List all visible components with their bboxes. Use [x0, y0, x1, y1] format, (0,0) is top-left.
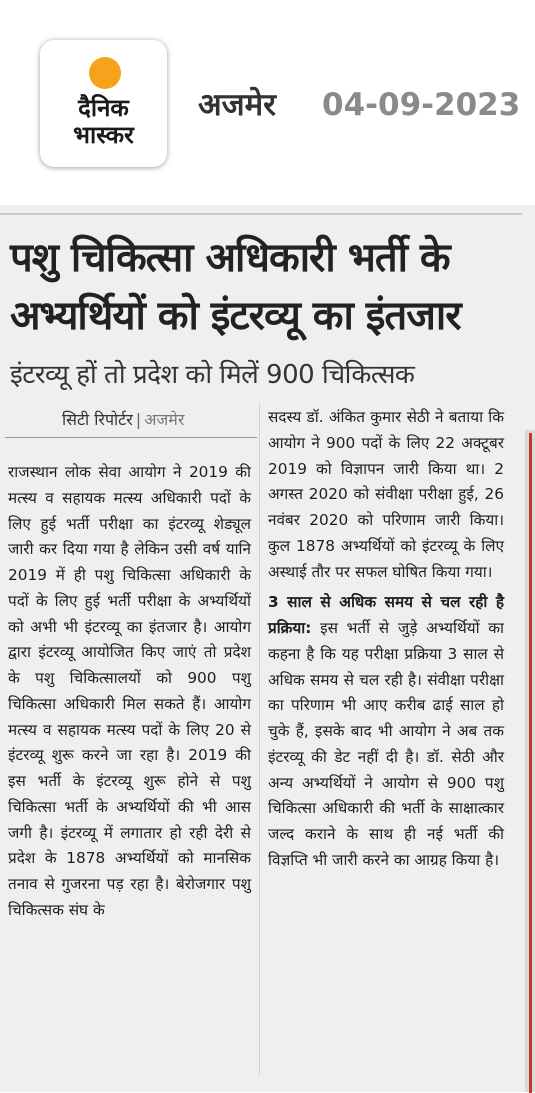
- byline: [62, 408, 184, 432]
- article-subhead-2: 3 साल से अधिक समय से चल रही है प्रक्रिया:: [268, 593, 504, 637]
- sun-icon: [89, 57, 121, 89]
- logo-text-line1: दैनिक: [78, 94, 129, 122]
- headline-line-1: पशु चिकित्सा अधिकारी भर्ती के: [10, 235, 450, 281]
- byline-reporter: सिटी रिपोर्टर: [62, 410, 133, 429]
- byline-separator: |: [135, 410, 142, 429]
- article-column-left: राजस्थान लोक सेवा आयोग ने 2019 की मत्स्य व सहायक मत्स्य अधिकारी पदों के लिए हुई भर्ती परीक्षा का इंटरव्यू शेड्यूल जारी कर दिया गया है लेकिन उसी वर्ष यानि 2019 में ही पशु चिकित्सा अधिकारी के पदों के लिए हुई भर्ती परीक्षा के अभ्यर्थियों को अभी भी इंटरव्यू का इंतजार है। आयोग द्वारा इंटरव्यू आयोजित किए जाएं तो प्रदेश के पशु चिकित्सालयों को 900 पशु चिकित्सा अधिकारी मिल सकते हैं। आयोग मत्स्य व सहायक मत्स्य पदों के लिए 20 से इंटरव्यू शुरू करने जा रहा है। 2019 की इस भर्ती के इंटरव्यू शुरू होने से पशु चिकित्सा भर्ती के अभ्यर्थियों की भी आस जगी है। इंटरव्यू में लगातार हो रही देरी से प्रदेश के 1878 अभ्यर्थियों को मानसिक तनाव से गुजरना पड़ रहा है। बेरोजगार पशु चिकित्सक संघ के: [8, 463, 251, 919]
- top-rule: [0, 213, 522, 215]
- logo-text-line2: भास्कर: [73, 121, 134, 149]
- newspaper-clipping: [0, 205, 535, 1092]
- article-column-right: [268, 405, 504, 874]
- column-divider: [259, 403, 260, 1075]
- column-right-paragraph-2-text: इस भर्ती से जुड़े अभ्यर्थियों का कहना है कि यह परीक्षा प्रक्रिया 3 साल से अधिक समय से चल रही है। संवीक्षा परीक्षा का परिणाम भी आए करीब ढाई साल हो चुके हैं, इसके बाद भी आयोग ने अब तक इंटरव्यू की डेट नहीं दी है। डॉ. सेठी और अन्य अभ्यर्थियों ने आयोग से 900 पशु चिकित्सा अधिकारी की भर्ती के साक्षात्कार जल्द कराने के साथ ही नई भर्ती की विज्ञप्ति भी जारी करने का आग्रह किया है।: [268, 619, 504, 869]
- headline-line-2: अभ्यर्थियों को इंटरव्यू का इंतजार: [10, 293, 461, 339]
- edition-date: 04-09-2023: [322, 87, 521, 123]
- edition-city: अजमेर: [198, 87, 276, 123]
- column-right-paragraph-1: सदस्य डॉ. अंकित कुमार सेठी ने बताया कि आयोग ने 900 पदों के लिए 22 अक्टूबर 2019 को विज्ञापन जारी किया था। 2 अगस्त 2020 को संवीक्षा परीक्षा हुई, 26 नवंबर 2020 को परिणाम जारी किया। कुल 1878 अभ्यर्थियों को इंटरव्यू के लिए अस्थाई तौर पर सफल घोषित किया गया।: [268, 408, 504, 581]
- byline-rule: [5, 437, 257, 438]
- column-right-paragraph-2: [268, 590, 504, 873]
- article-headline: [10, 229, 525, 345]
- page-header: [0, 0, 535, 205]
- adjacent-red-border: [529, 433, 532, 1093]
- dainik-bhaskar-logo: [40, 40, 167, 167]
- byline-place: अजमेर: [144, 410, 185, 429]
- article-subheadline: इंटरव्यू हों तो प्रदेश को मिलें 900 चिकित्सक: [10, 360, 415, 390]
